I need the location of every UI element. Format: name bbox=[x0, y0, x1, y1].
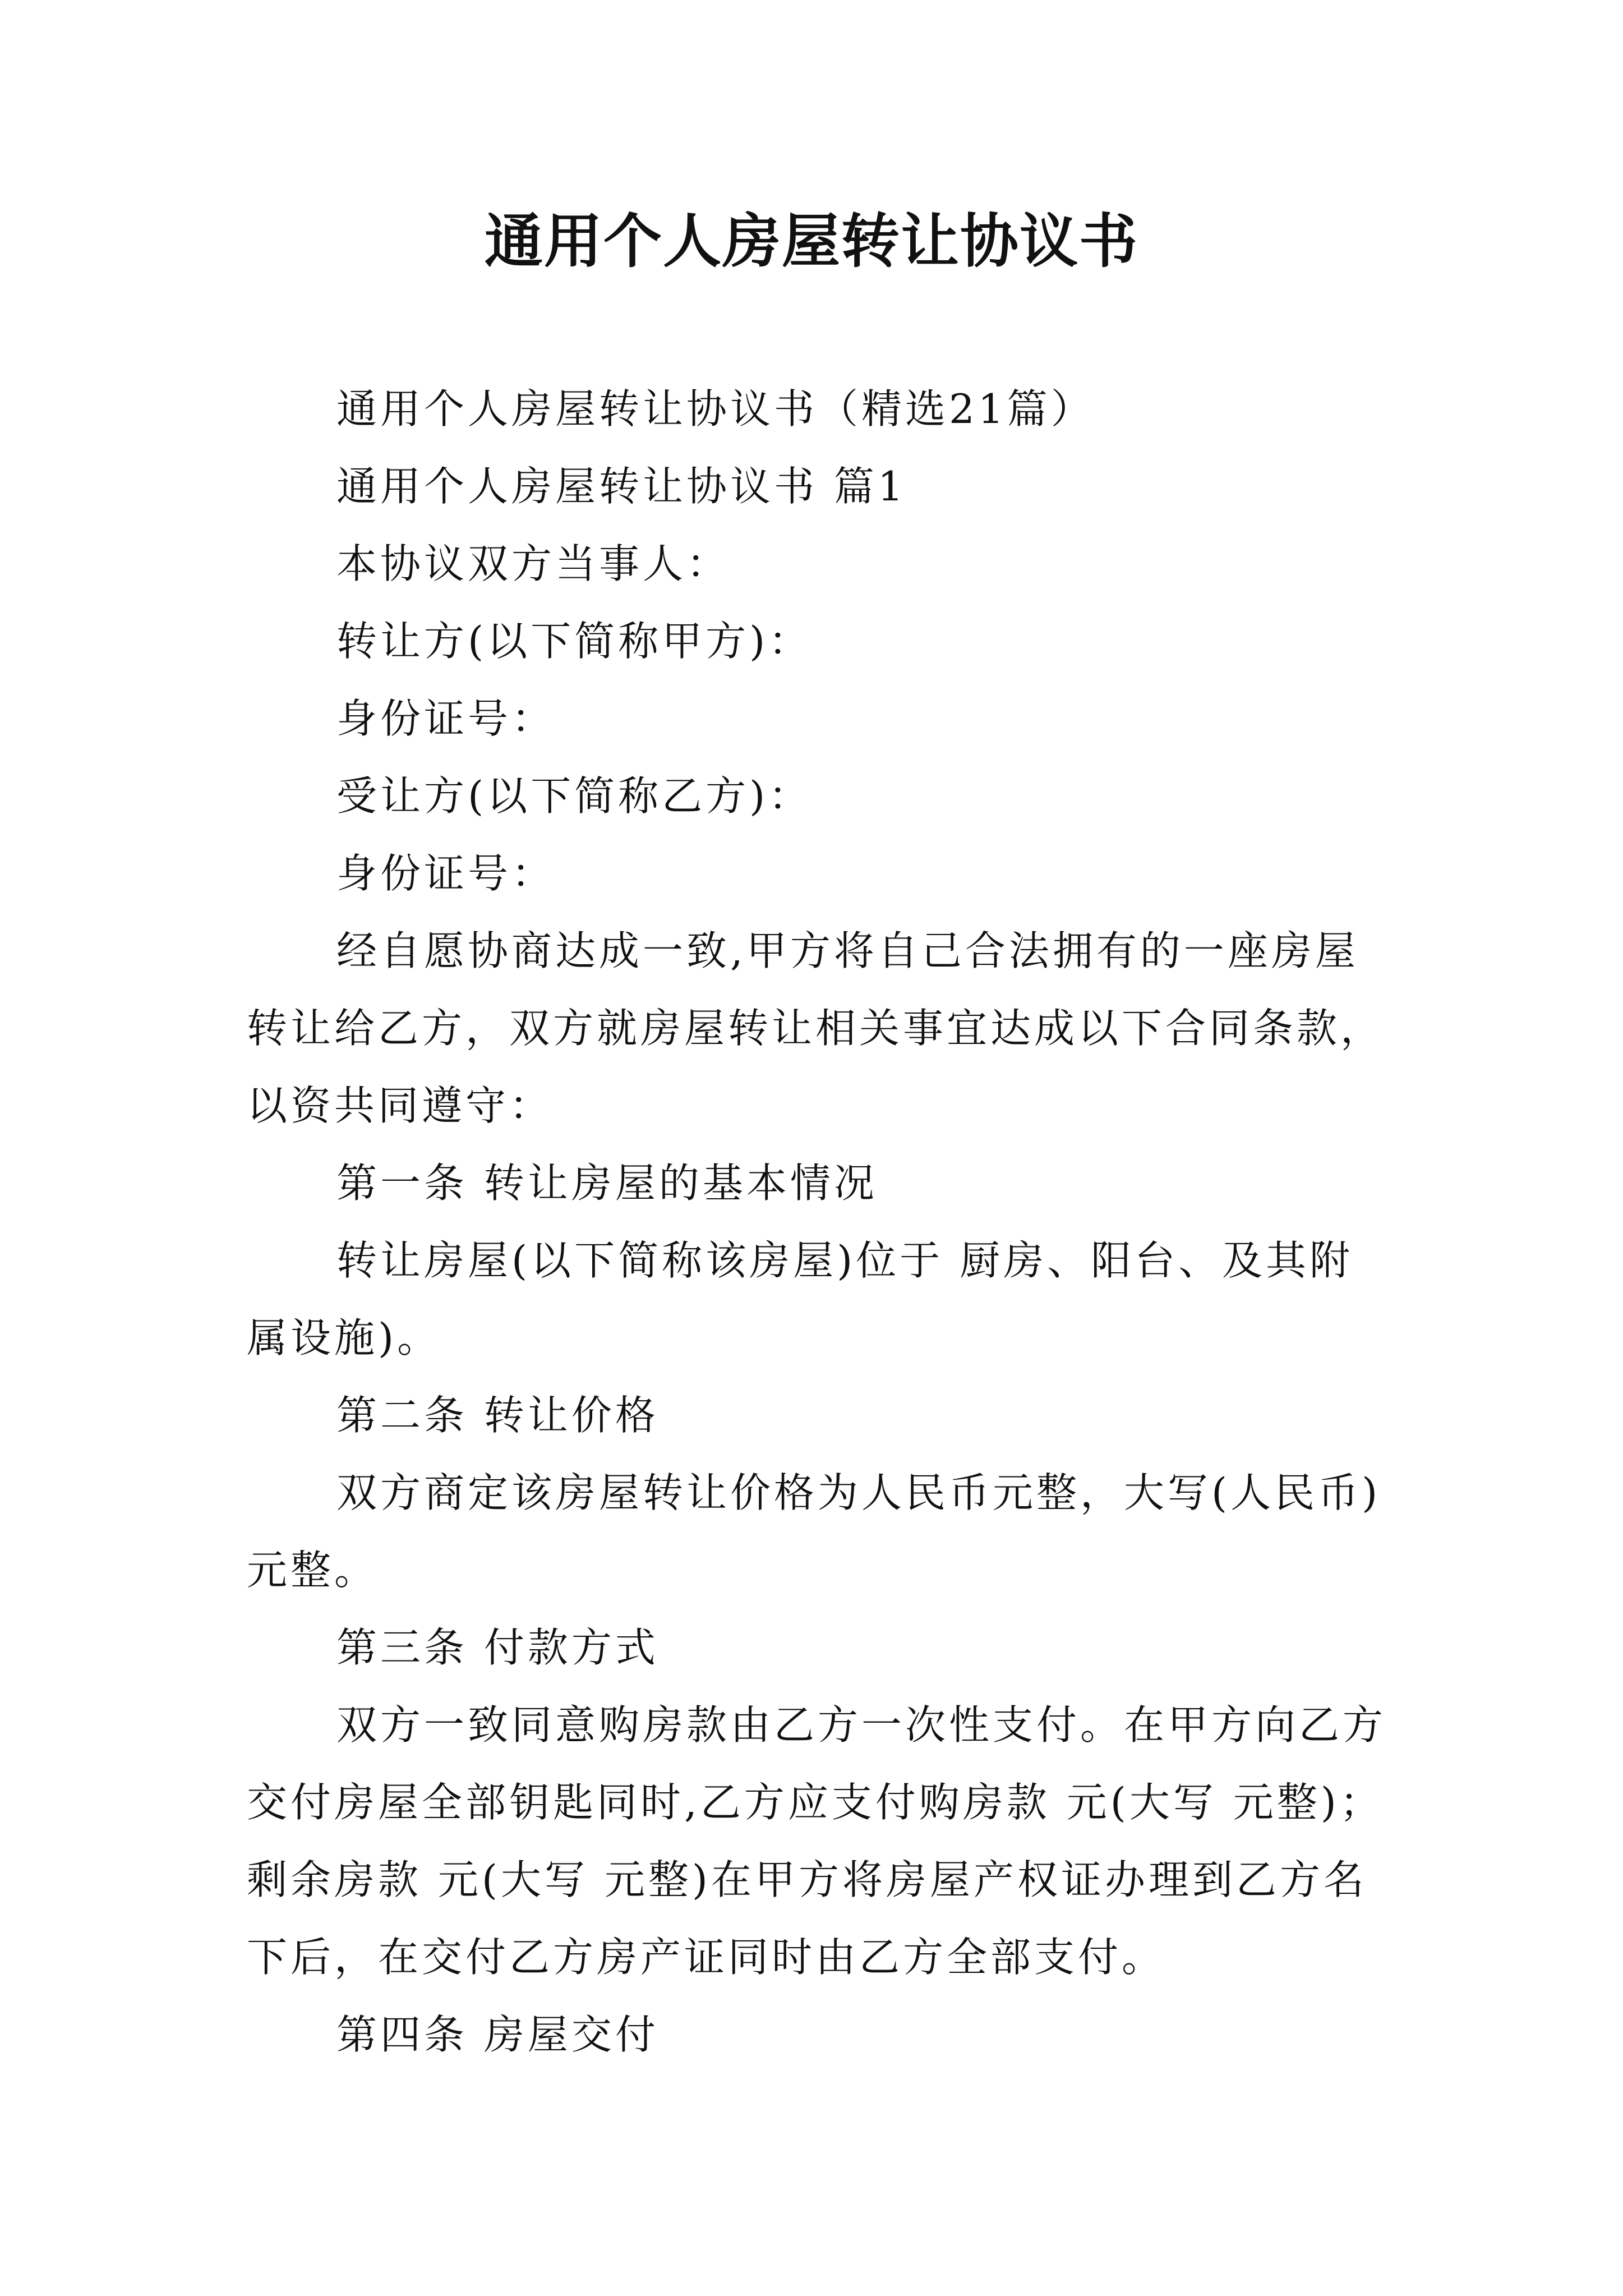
paragraph-clause-1-heading: 第一条 转让房屋的基本情况 bbox=[336, 1159, 878, 1207]
paragraph-clause-1-body: 转让房屋(以下简称该房屋)位于 厨房、阳台、及其附属设施)。 bbox=[247, 1237, 1354, 1361]
paragraph-preamble: 经自愿协商达成一致,甲方将自己合法拥有的一座房屋转让给乙方，双方就房屋转让相关事宜达成以下合同条款，以资共同遵守： bbox=[247, 927, 1385, 1129]
document-title: 通用个人房屋转让协议书 bbox=[484, 206, 1138, 275]
document-body bbox=[247, 370, 1391, 2073]
paragraph-subtitle: 通用个人房屋转让协议书（精选21篇） bbox=[336, 385, 1095, 432]
paragraph-clause-3-heading: 第三条 付款方式 bbox=[336, 1624, 659, 1671]
paragraph-clause-3-body: 双方一致同意购房款由乙方一次性支付。在甲方向乙方交付房屋全部钥匙同时,乙方应支付购房款 元(大写 元整)；剩余房款 元(大写 元整)在甲方将房屋产权证办理到乙方名下后，在交付乙方房产证同时由乙方全部支付。 bbox=[247, 1701, 1387, 1981]
paragraph-transferor-id: 身份证号： bbox=[336, 695, 556, 742]
paragraph-clause-2-body: 双方商定该房屋转让价格为人民币元整，大写(人民币)元整。 bbox=[247, 1469, 1381, 1594]
paragraph-clause-4-heading: 第四条 房屋交付 bbox=[336, 2011, 659, 2058]
paragraph-article-heading: 通用个人房屋转让协议书 篇1 bbox=[336, 463, 907, 510]
paragraph-parties-intro: 本协议双方当事人： bbox=[336, 540, 731, 587]
paragraph-clause-2-heading: 第二条 转让价格 bbox=[336, 1392, 659, 1439]
paragraph-transferee-id: 身份证号： bbox=[336, 850, 556, 897]
paragraph-transferee: 受让方(以下简称乙方)： bbox=[336, 772, 813, 820]
paragraph-transferor: 转让方(以下简称甲方)： bbox=[336, 618, 813, 665]
